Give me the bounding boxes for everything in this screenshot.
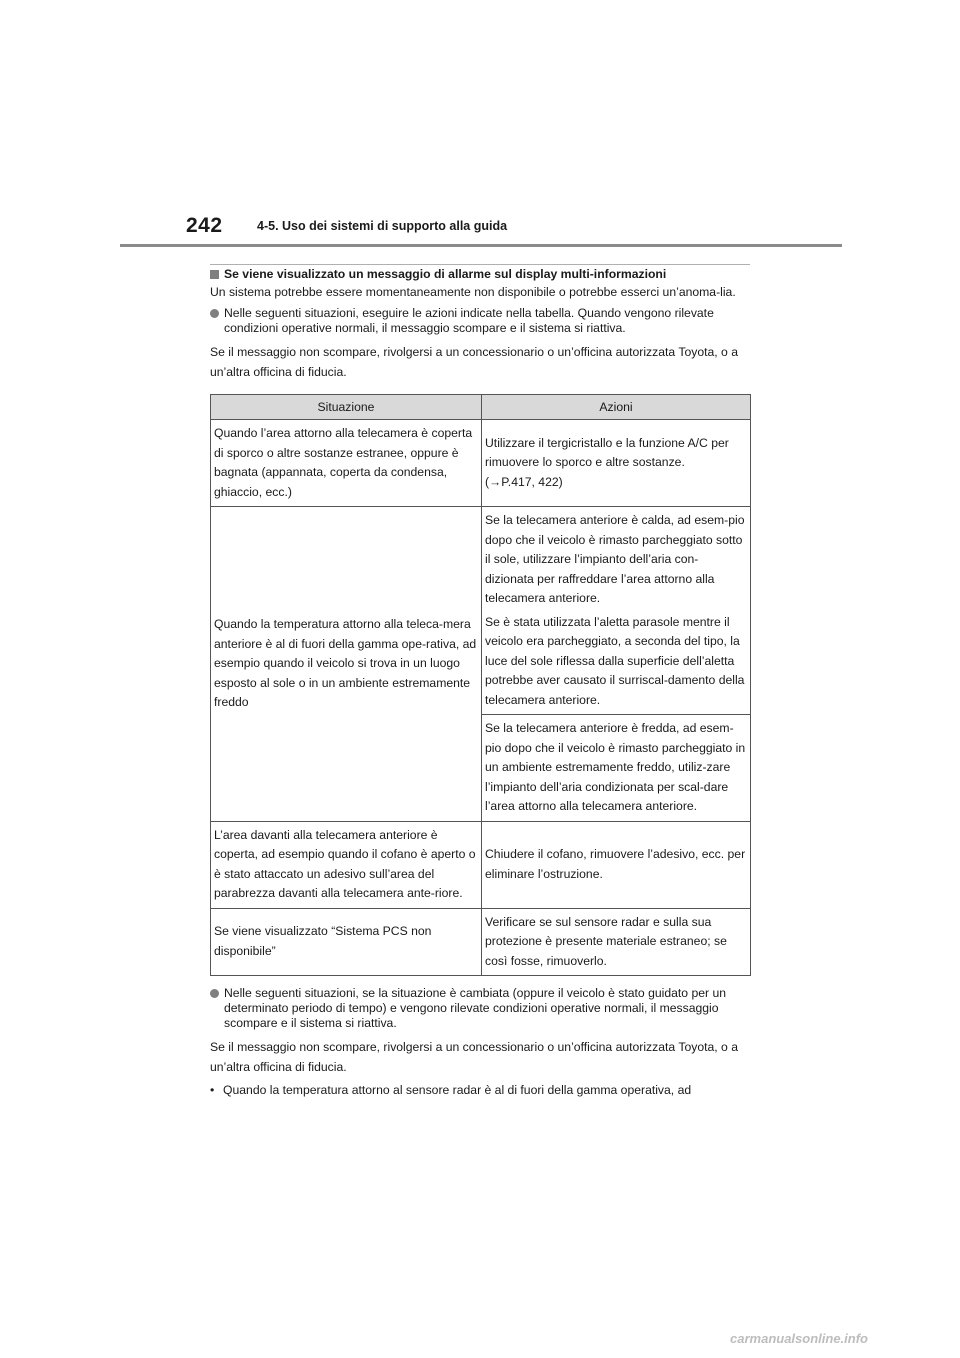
- page-reference: (→P.417, 422): [485, 474, 563, 489]
- subsection-heading: [210, 267, 750, 282]
- action-cell: Verificare se sul sensore radar e sulla sua protezione è presente materiale estraneo; se così fosse, rimuoverlo.: [482, 908, 751, 976]
- action-cell: [482, 507, 751, 715]
- page-number: 242: [186, 214, 223, 237]
- situation-cell: L’area davanti alla telecamera anteriore è coperta, ad esempio quando il cofano è aperto o è stato attaccato un adesivo sull’area del parabrezza davanti alla telecamera ante-riore.: [211, 821, 482, 908]
- intro-paragraph: Un sistema potrebbe essere momentaneamente non disponibile o potrebbe esserci un’anoma-lia.: [210, 285, 736, 299]
- table-row: [211, 507, 751, 715]
- bullet-text: Nelle seguenti situazioni, se la situazione è cambiata (oppure il veicolo è stato guidato per un determinato periodo di tempo) e vengono rilevate condizioni operative normali, il messaggio scompare e il sistema si riattiva.: [224, 986, 727, 1030]
- dot-bullet-icon: •: [210, 1083, 215, 1097]
- bullet-item: [210, 306, 750, 336]
- column-header-actions: Azioni: [482, 395, 751, 420]
- heading-text: Se viene visualizzato un messaggio di allarme sul display multi-informazioni: [224, 267, 667, 281]
- action-cell: Se la telecamera anteriore è fredda, ad esem-pio dopo che il veicolo è rimasto parcheggiato in un ambiente estremamente freddo, utiliz-zare l’impianto dell’aria condizionata per scal-dare l’area attorno alla telecamera anteriore.: [482, 715, 751, 822]
- situation-table: [210, 394, 751, 976]
- table-row: [211, 908, 751, 976]
- dealer-note: Se il messaggio non scompare, rivolgersi a un concessionario o un’officina autorizzata Toyota, o a un’altra officina di fiducia.: [210, 345, 738, 379]
- action-text: Utilizzare il tergicristallo e la funzione A/C per rimuovere lo sporco e altre sostanze.: [485, 435, 729, 470]
- action-text: Se la telecamera anteriore è calda, ad esem-pio dopo che il veicolo è rimasto parcheggiato sotto il sole, utilizzare l’impianto dell’aria con-dizionata per raffreddare l’area attorno alla telecamera anteriore.: [485, 513, 745, 605]
- table-row: [211, 420, 751, 507]
- circle-bullet-icon: [210, 989, 219, 998]
- dot-list-item: [210, 1083, 750, 1098]
- table-row: [211, 821, 751, 908]
- action-cell: [482, 420, 751, 507]
- action-text: Se è stata utilizzata l’aletta parasole mentre il veicolo era parcheggiato, a seconda del tipo, la luce del sole riflessa dalla superficie dell’aletta potrebbe aver causato il surriscal-damento della telecamera anteriore.: [485, 614, 745, 707]
- column-header-situation: Situazione: [211, 395, 482, 420]
- watermark-logo: carmanualsonline.info: [730, 1331, 868, 1346]
- situation-cell: Quando la temperatura attorno alla teleca-mera anteriore è al di fuori della gamma ope-rativa, ad esempio quando il veicolo si trova in un luogo esposto al sole o in un ambiente estremamente freddo: [211, 507, 482, 822]
- square-bullet-icon: [210, 270, 219, 279]
- situation-cell: Se viene visualizzato “Sistema PCS non disponibile”: [211, 908, 482, 976]
- page-content: [210, 267, 750, 1098]
- situation-cell: Quando l’area attorno alla telecamera è coperta di sporco o altre sostanze estranee, oppure è bagnata (appannata, coperta da condensa, ghiaccio, ecc.): [211, 420, 482, 507]
- dot-item-text: Quando la temperatura attorno al sensore radar è al di fuori della gamma operativa, ad: [223, 1083, 692, 1097]
- action-cell: Chiudere il cofano, rimuovere l’adesivo, ecc. per eliminare l’ostruzione.: [482, 821, 751, 908]
- dealer-note: Se il messaggio non scompare, rivolgersi a un concessionario o un’officina autorizzata Toyota, o a un’altra officina di fiducia.: [210, 1040, 738, 1074]
- section-title: 4-5. Uso dei sistemi di supporto alla guida: [257, 219, 508, 233]
- bullet-text: Nelle seguenti situazioni, eseguire le azioni indicate nella tabella. Quando vengono rilevate condizioni operative normali, il messaggio scompare e il sistema si riattiva.: [224, 306, 714, 335]
- header-divider: [120, 244, 842, 247]
- circle-bullet-icon: [210, 309, 219, 318]
- section-divider: [210, 264, 750, 265]
- bullet-item: [210, 986, 750, 1031]
